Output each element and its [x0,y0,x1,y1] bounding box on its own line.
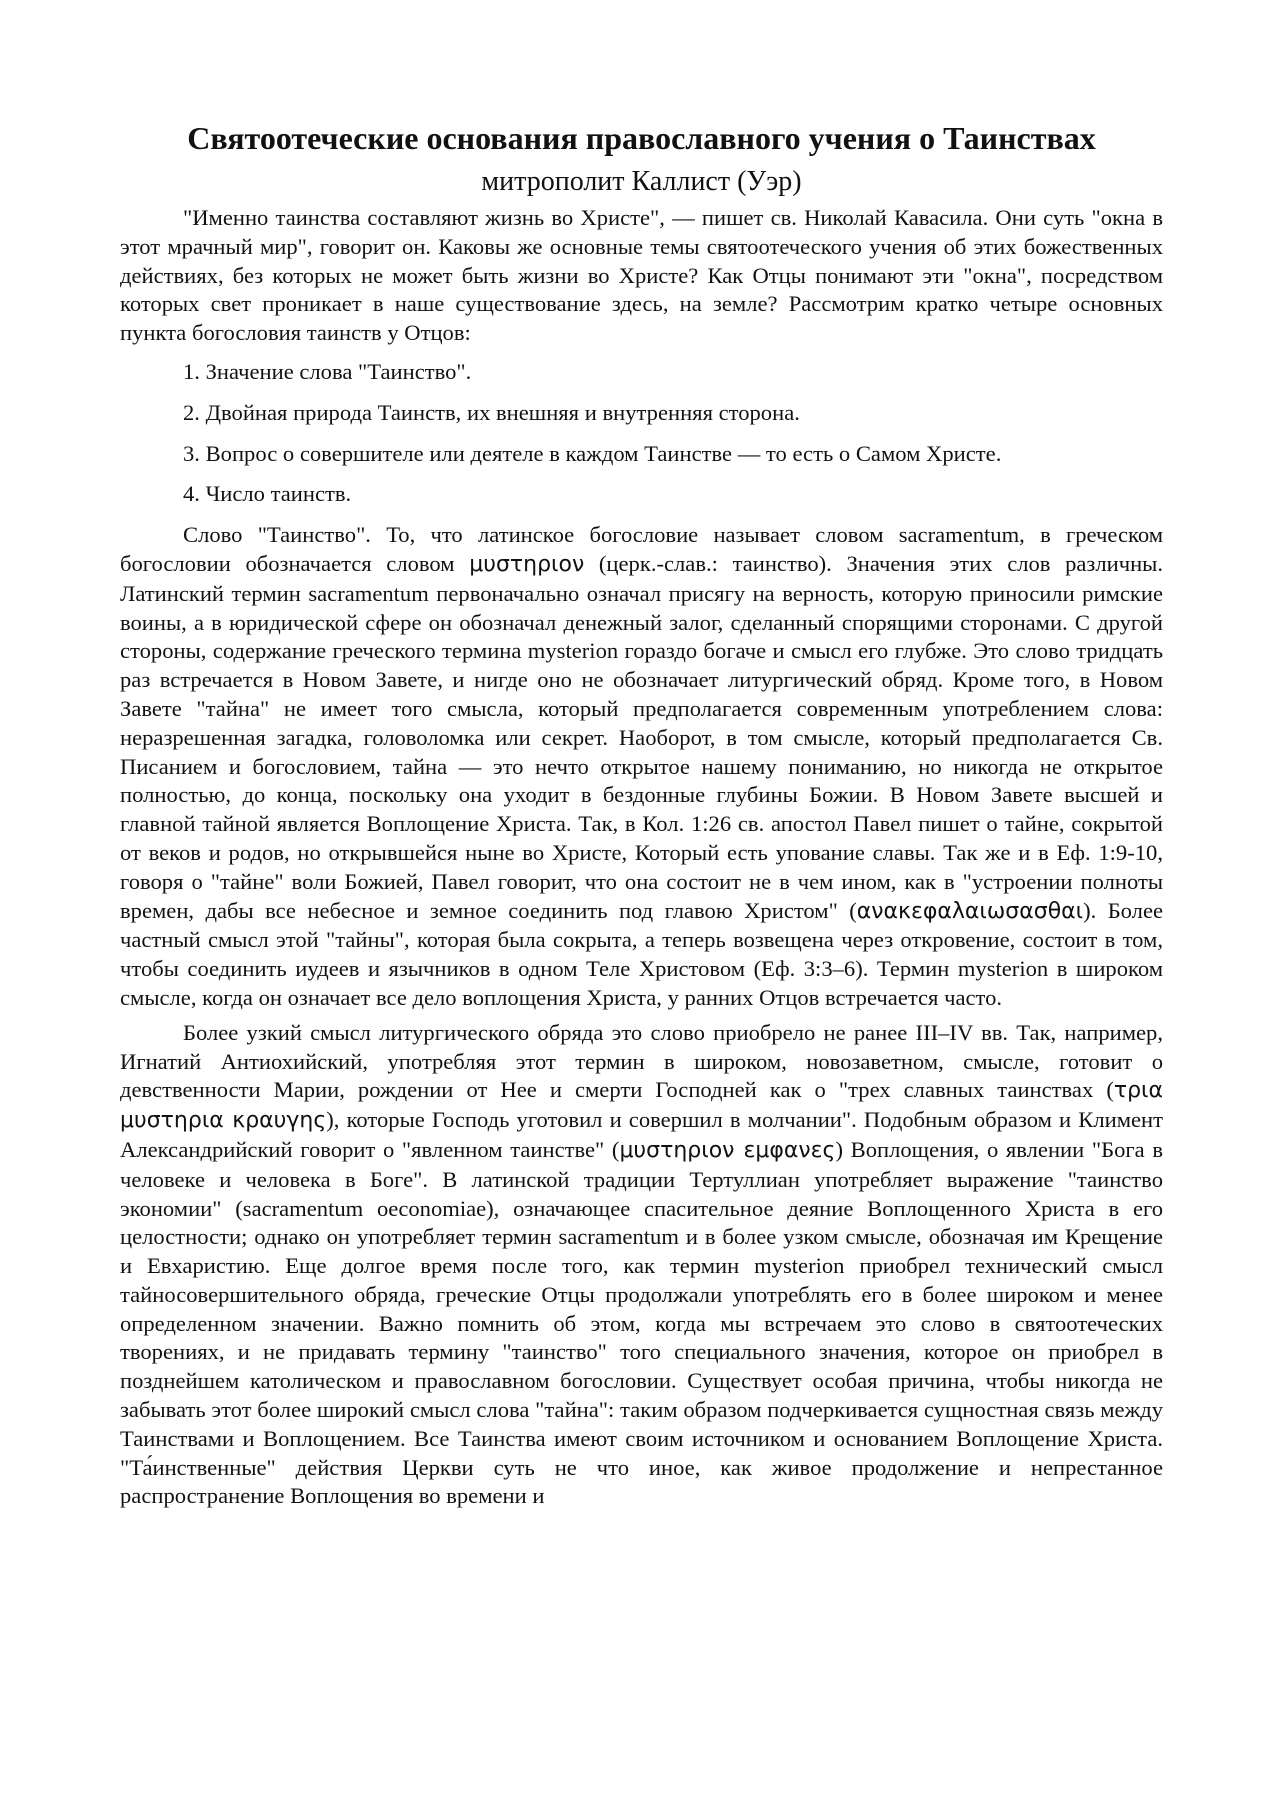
list-item: 2. Двойная природа Таинств, их внешняя и внутренняя сторона. [183,399,800,425]
text-run: ) Воплощения, о явлении "Бога в человеке и человека в Боге". В латинской традиции Тертуллиан употребляет выражение "таинство экономии" (sacramentum oeconomiae), означающее спасительное деяние Воплощенного Христа в его целостности; однако он употребляет термин sacramentum и в более узком смысле, обозначая им Крещение и Евхаристию. Еще долгое время после того, как термин mysterion приобрел технический смысл тайносовершительного обряда, греческие Отцы продолжали употреблять его в более широком и менее определенном значении. Важно помнить об этом, когда мы встречаем это слово в святоотеческих творениях, и не придавать термину "таинство" того специального значения, которое он приобрел в позднейшем католическом и православном богословии. Существует особая причина, чтобы никогда не забывать этот более широкий смысл слова "тайна": таким образом подчеркивается сущностная связь между Таинствами и Воплощением. Все Таинства имеют своим источником и основанием Воплощение Христа. "Та́инственные" действия Церкви суть не что иное, как живое продолжение и непрестанное распространение Воплощения во времени и [120,1136,1163,1509]
list-item: 1. Значение слова "Таинство". [183,358,472,384]
document-title: Святоотеческие основания православного учения о Таинствах [187,120,1096,156]
document-author: митрополит Каллист (Уэр) [481,166,802,197]
text-run: ). Более частный смысл этой "тайны", которая была сокрыта, а теперь возвещена через откровение, состоит в том, чтобы соединить иудеев и язычников в одном Теле Христовом (Еф. 3:3–6). Термин mysterion в широком смысле, когда он означает все дело воплощения Христа, у ранних Отцов встречается часто. [120,897,1163,1010]
greek-term: τρια μυστηρια κραυγης [120,1078,1163,1134]
paragraph-liturgical-meaning [120,1019,1163,1512]
greek-term: ανακεφαλαιωσασθαι [856,898,1084,924]
document-page [120,118,1163,1511]
text-run: ), которые Господь уготовил и совершил в молчании". Подобным образом и Климент Александрийский говорит о "явленном таинстве" ( [120,1107,1163,1162]
list-item: 3. Вопрос о совершителе или деятеле в каждом Таинстве — то есть о Самом Христе. [183,440,1002,466]
text-run: (церк.-слав.: таинство). Значения этих слов различны. Латинский термин sacramentum первоначально означал присягу на верность, которую приносили римские воины, а в юридической сфере он обозначал денежный залог, сделанный спорящими сторонами. С другой стороны, содержание греческого термина mysterion гораздо богаче и смысл его глубже. Это слово тридцать раз встречается в Новом Завете, и нигде оно не обозначает литургический обряд. Кроме того, в Новом Завете "тайна" не имеет того смысла, который предполагается современным употреблением слова: неразрешенная загадка, головоломка или секрет. Наоборот, в том смысле, который предполагается Св. Писанием и богословием, тайна — это нечто открытое нашему пониманию, но никогда не открытое полностью, до конца, поскольку она уходит в бездонные глубины Божии. В Новом Завете высшей и главной тайной является Воплощение Христа. Так, в Кол. 1:26 св. апостол Павел пишет о тайне, сокрытой от веков и родов, но открывшейся ныне во Христе, Который есть упование славы. Так же и в Еф. 1:9-10, говоря о "тайне" воли Божией, Павел говорит, что она состоит не в чем ином, как в "устроении полноты времен, дабы все небесное и земное соединить под главою Христом" ( [120,550,1163,923]
text-run: Более узкий смысл литургического обряда это слово приобрело не ранее III–IV вв. Так, например, Игнатий Антиохийский, употребляя этот термин в широком, новозаветном, смысле, готовит о девственности Марии, рождении от Нее и смерти Господней как о "трех славных таинствах ( [120,1019,1163,1103]
list-item: 4. Число таинств. [183,481,352,507]
intro-paragraph: "Именно таинства составляют жизнь во Христе", — пишет св. Николай Кавасила. Они суть "окна в этот мрачный мир", говорит он. Каковы же основные темы святоотеческого учения об этих божественных действиях, без которых не может быть жизни во Христе? Как Отцы понимают эти "окна", посредством которых свет проникает в наше существование здесь, на земле? Рассмотрим кратко четыре основных пункта богословия таинств у Отцов: [120,205,1163,346]
points-list [120,358,1163,509]
paragraph-sacrament-word [120,521,1163,1013]
greek-term: μυστηριον εμφανες [619,1137,836,1163]
greek-term: μυστηριον [469,551,585,577]
text-run: Слово "Таинство". То, что латинское богословие называет словом sacramentum, в греческом богословии обозначается словом [120,522,1163,576]
